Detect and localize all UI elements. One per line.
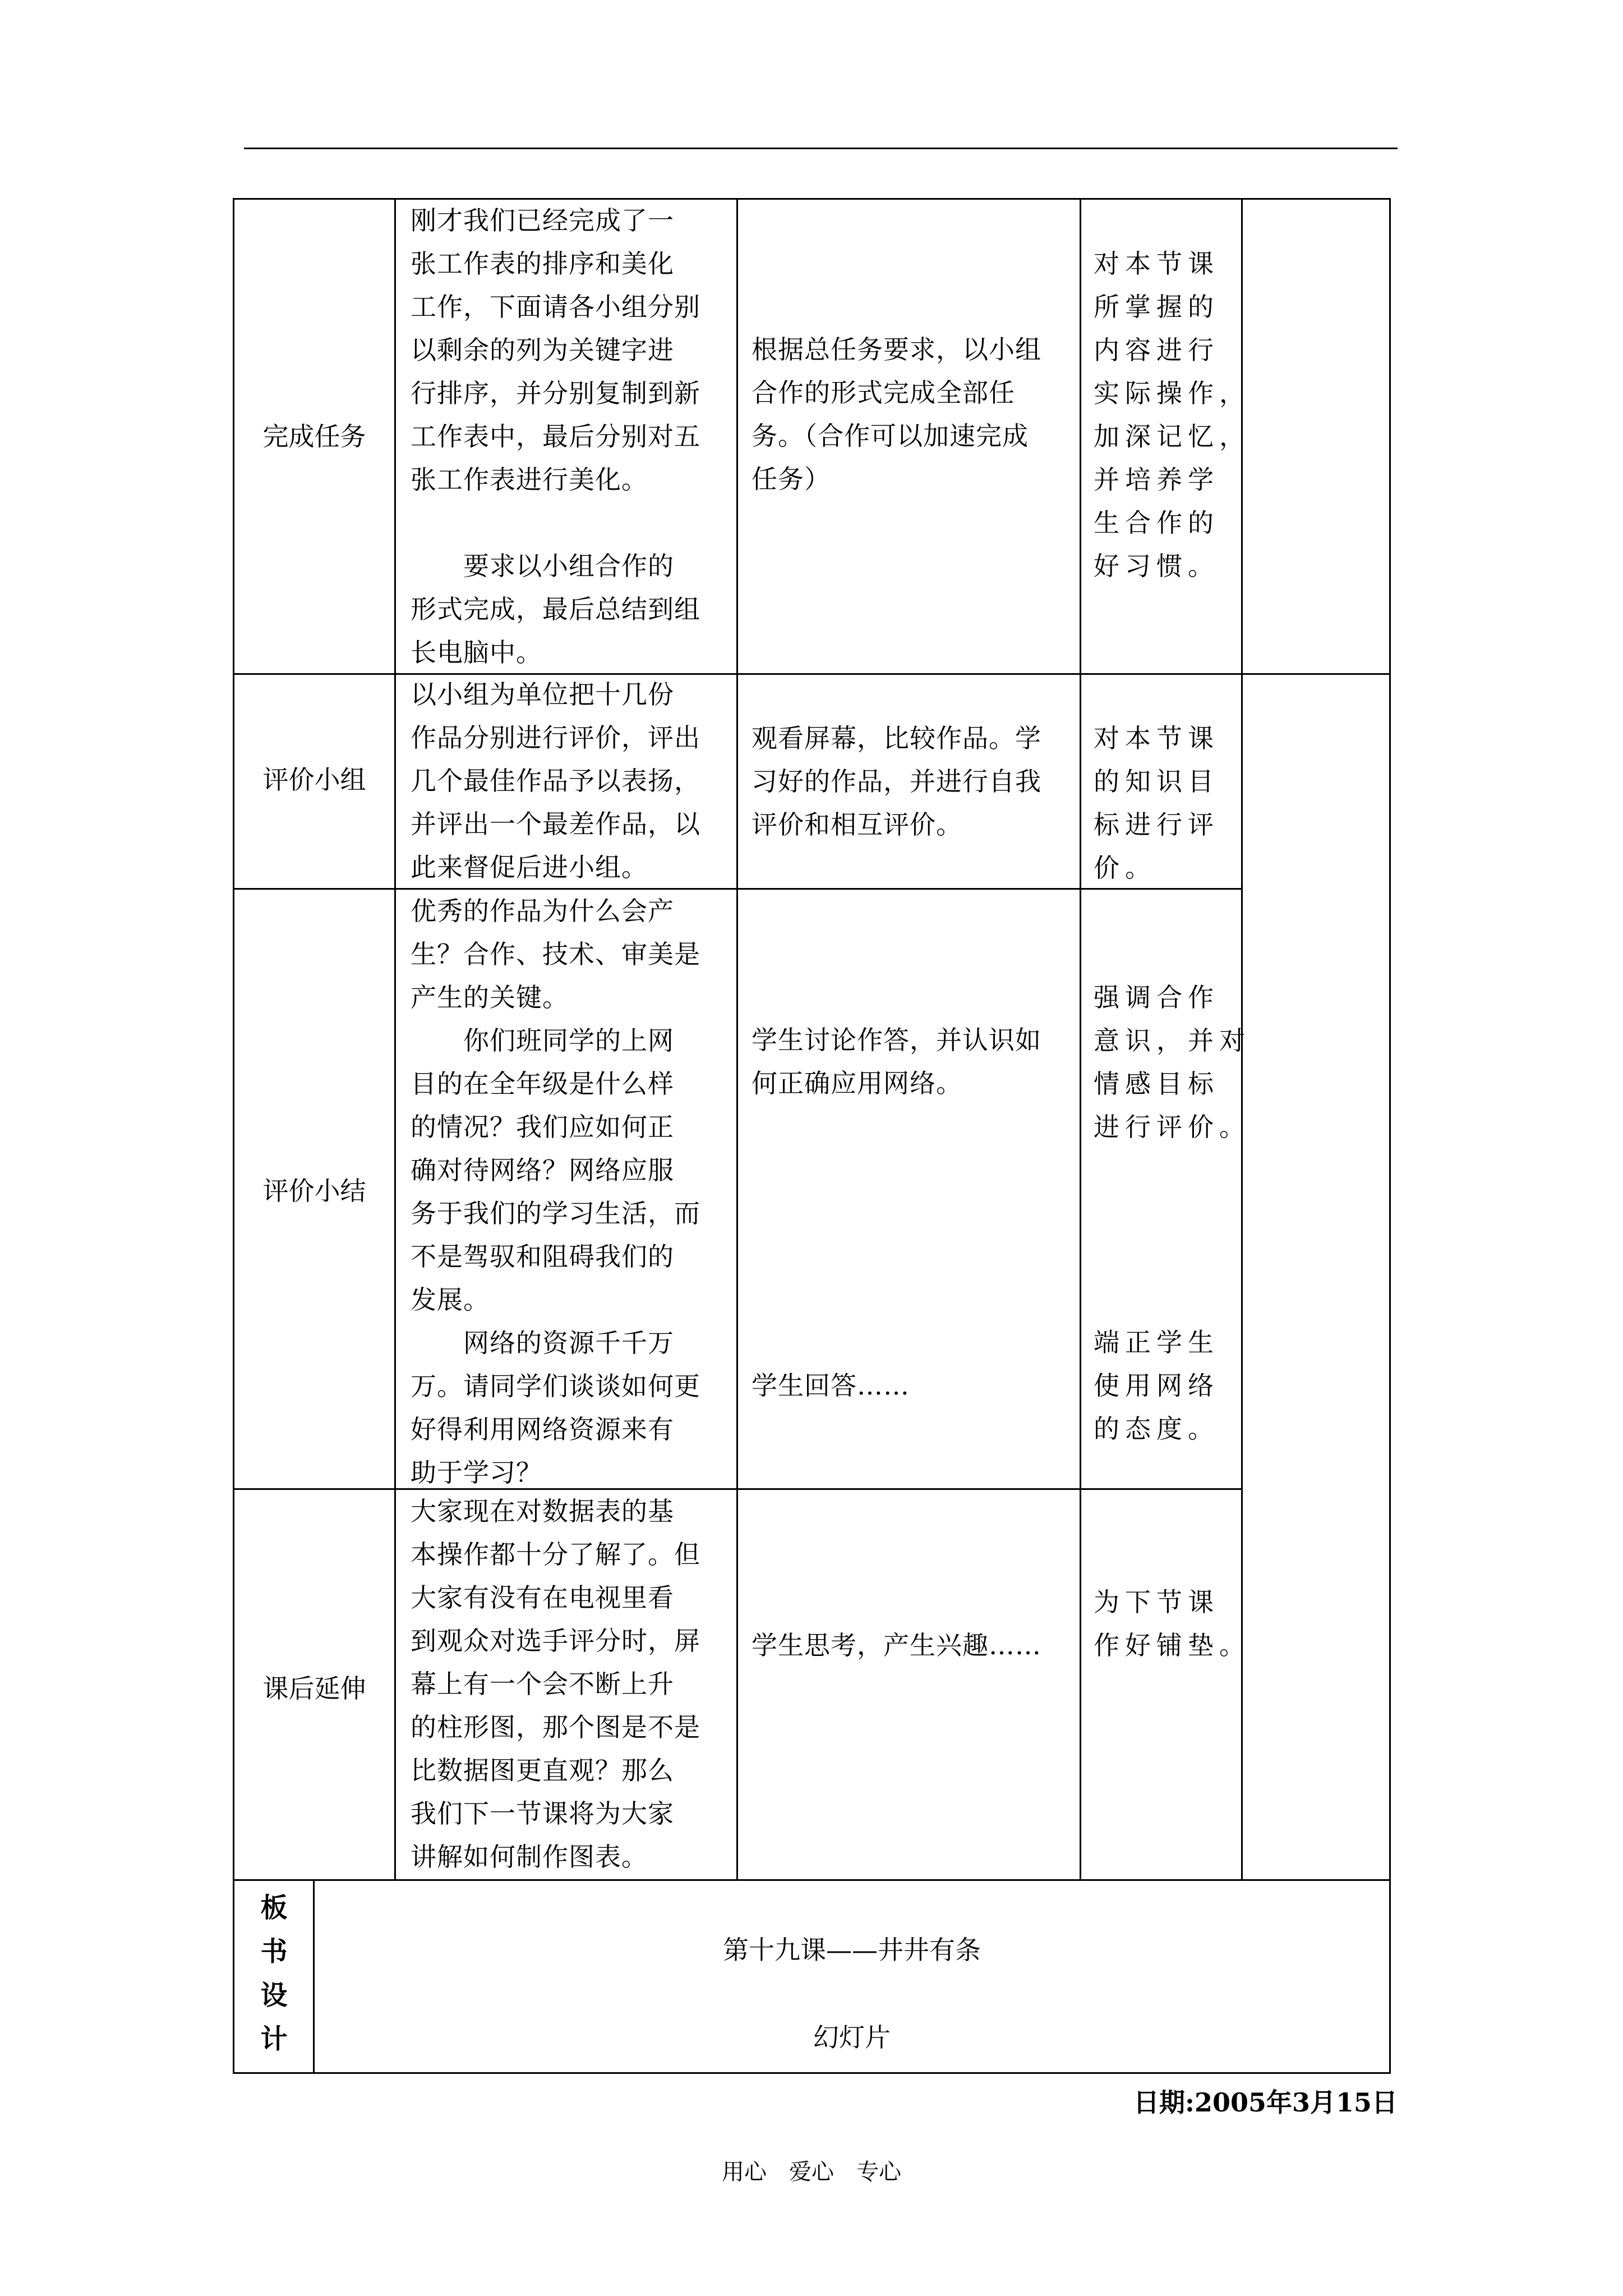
row-divider (233, 1879, 1391, 1881)
row-category: 评价小结 (262, 1176, 366, 1206)
col-divider (1241, 673, 1243, 1879)
design-purpose: 强调合作 意识，并对 情感目标 进行评价。 (1094, 982, 1251, 1142)
col-divider (736, 198, 738, 1879)
page-footer: 用心 爱心 专心 (722, 2159, 901, 2185)
row-category: 课后延伸 (262, 1673, 366, 1704)
student-activity: 观看屏幕，比较作品。学 习好的作品，并进行自我 评价和相互评价。 (751, 723, 1041, 840)
board-design-item: 幻灯片 (813, 2022, 891, 2053)
student-activity: 学生讨论作答，并认识如 何正确应用网络。 (751, 1025, 1041, 1098)
teacher-activity: 优秀的作品为什么会产 生？合作、技术、审美是 产生的关键。 你们班同学的上网 目的在全年级是什么样 的情况？我们应如何正 确对待网络？网络应服 务于我们的学习生活，而 不是驾驭和阻碍我们的 发展。 网络的资源千千万 万。请同学们谈谈如何更 好得利用网络资源来有 助于学习？ (411, 896, 700, 1488)
design-purpose: 为下节课 作好铺垫。 (1094, 1587, 1251, 1660)
col-divider (1080, 198, 1081, 1879)
student-activity: 学生回答…… (751, 1370, 910, 1401)
design-purpose: 端正学生 使用网络 的态度。 (1094, 1327, 1219, 1444)
date: 日期:2005年3月15日 (1133, 2087, 1398, 2118)
board-design-label: 板 书 设 计 (260, 1892, 288, 2055)
design-purpose: 对本节课 所掌握的 内容进行 实际操作， 加深记忆， 并培养学 生合作的 好习惯。 (1094, 249, 1251, 581)
design-purpose: 对本节课 的知识目 标进行评 价。 (1094, 723, 1219, 883)
teacher-activity: 以小组为单位把十几份 作品分别进行评价，评出 几个最佳作品予以表扬， 并评出一个最差作品，以 此来督促后进小组。 (411, 679, 700, 882)
col-divider (394, 198, 396, 1879)
student-activity: 学生思考，产生兴趣…… (751, 1630, 1041, 1660)
board-design-title: 第十九课——井井有条 (723, 1935, 981, 1965)
teacher-activity: 刚才我们已经完成了一 张工作表的排序和美化 工作，下面请各小组分别 以剩余的列为关键字进 行排序，并分别复制到新 工作表中，最后分别对五 张工作表进行美化。 要求以小组合作的 形式完成，最后总结到组 长电脑中。 (411, 205, 700, 668)
row-category: 评价小组 (262, 765, 366, 795)
row-category: 完成任务 (262, 421, 366, 452)
teacher-activity: 大家现在对数据表的基 本操作都十分了解了。但 大家有没有在电视里看 到观众对选手评分时，屏 幕上有一个会不断上升 的柱形图，那个图是不是 比数据图更直观？那么 我们下一节课将为大家 讲解如何制作图表。 (411, 1496, 700, 1872)
row-divider (233, 673, 1391, 675)
student-activity: 根据总任务要求，以小组 合作的形式完成全部任 务。（合作可以加速完成 任务） (751, 334, 1041, 494)
header-rule (244, 148, 1398, 149)
